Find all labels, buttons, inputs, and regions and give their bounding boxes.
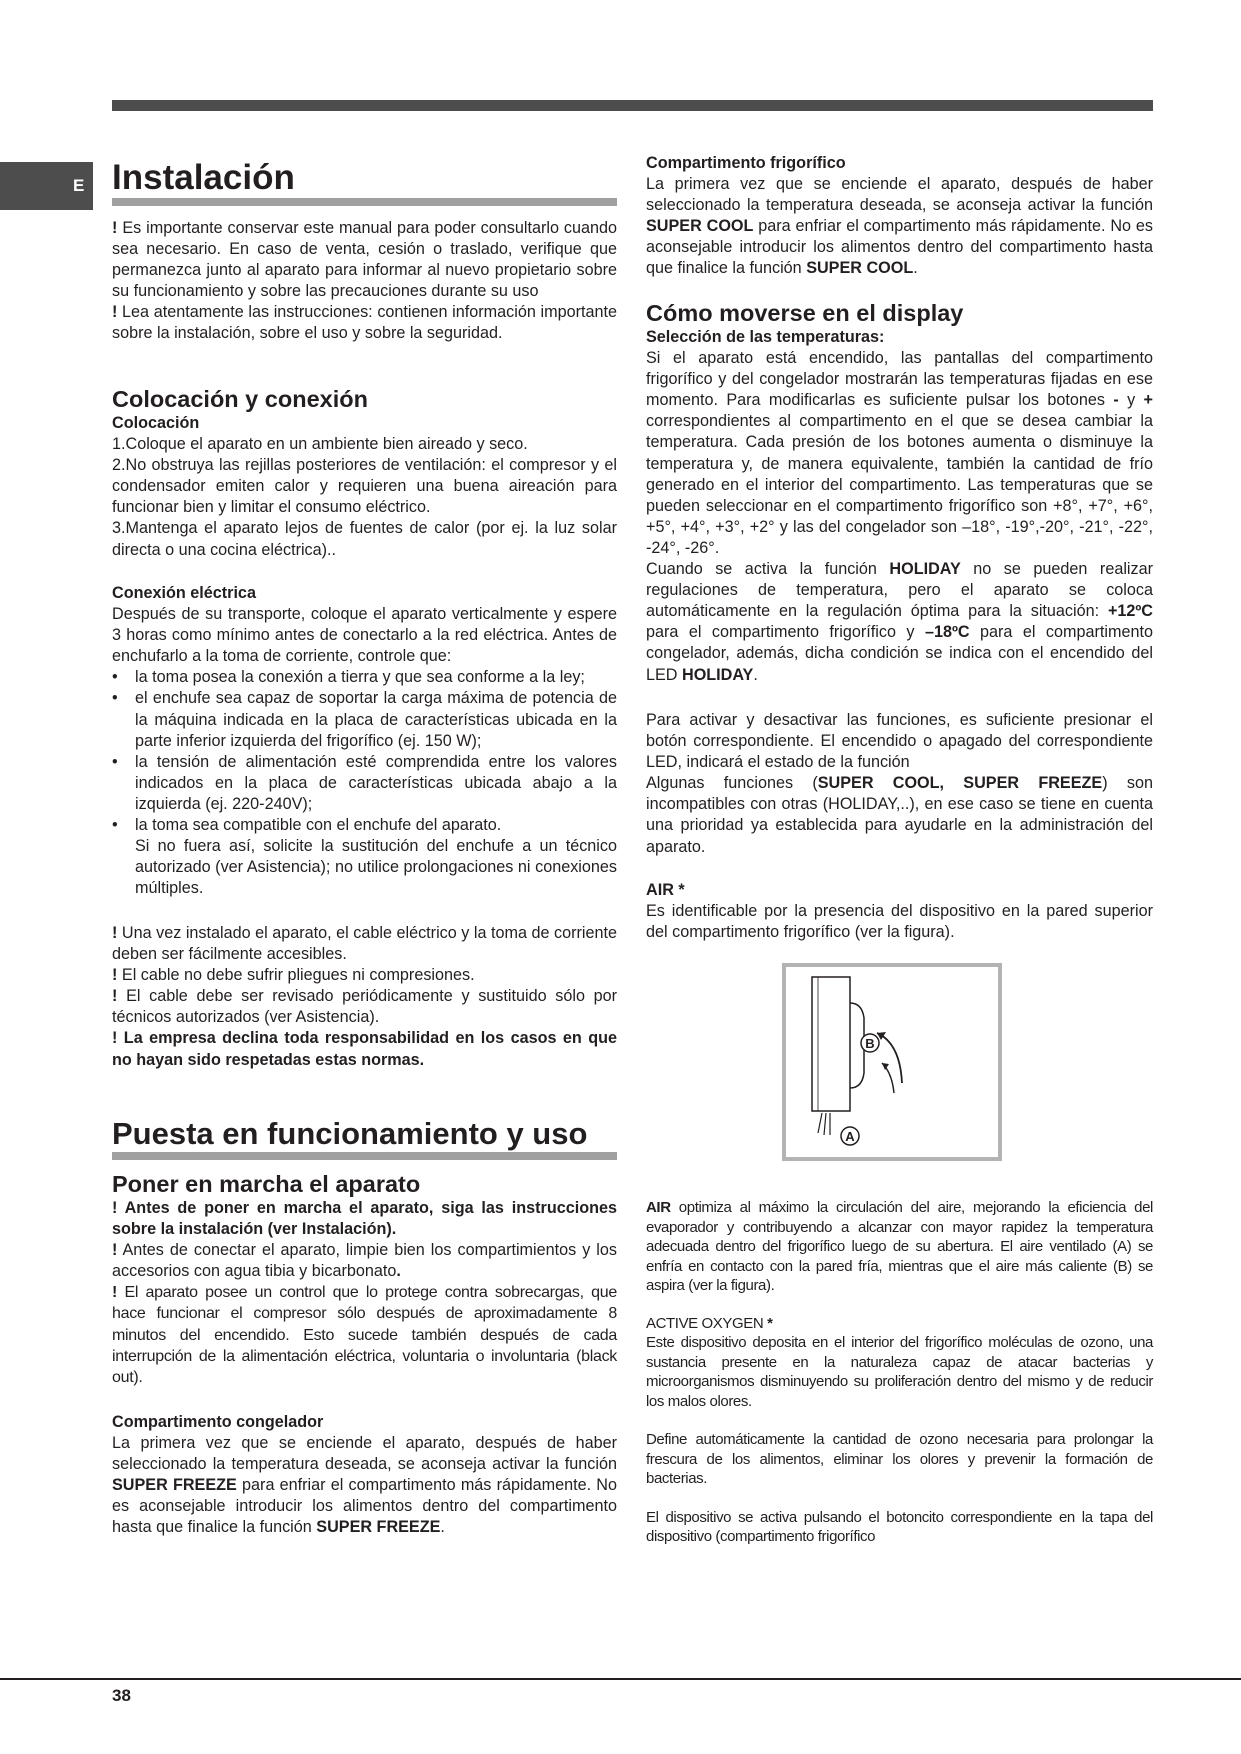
heading-display: Cómo moverse en el display [646,300,964,326]
heading-puesta-funcionamiento: Puesta en funcionamiento y uso [112,1116,617,1160]
heading-colocacion-conexion: Colocación y conexión [112,386,368,412]
list-item: • el enchufe sea capaz de soportar la carga máxima de potencia de la máquina indicada en la placa de características ubicada en la parte inferior izquierda del frigorífico (ej. 150 W); [112,688,617,751]
page-number: 38 [112,1686,131,1705]
frigorifico-paragraph: La primera vez que se enciende el aparato, después de haber seleccionado la temperatura deseada, se aconseja activar la función SUPER COOL para enfriar el compartimento más rápidamente. No es aconsejable introducir los alimentos dentro del compartimento hasta que finalice la función SUPER COOL. [646,175,1153,278]
subheading-frigorifico: Compartimento frigorífico [646,154,846,172]
funciones-paragraph-2: Algunas funciones (SUPER COOL, SUPER FREEZE) son incompatibles con otras (HOLIDAY,..), en ese caso se tiene en cuenta una prioridad ya establecida para ayudarle en la administración del aparato. [646,774,1153,856]
marcha-paragraph-1: ! Antes de conectar el aparato, limpie bien los compartimientos y los accesorios con agua tibia y bicarbonato. [112,1241,617,1281]
list-item: • la tensión de alimentación esté comprendida entre los valores indicados en la placa de características ubicada abajo a la izquierda (ej. 220-240V); [112,752,617,815]
list-item: • la toma posea la conexión a tierra y que sea conforme a la ley; [112,667,617,688]
air-diagram [782,963,1002,1161]
oxygen-paragraph-2: Define automáticamente la cantidad de ozono necesaria para prolongar la frescura de los alimentos, eliminar los olores y prevenir la formación de bacterias. [646,1431,1153,1487]
congelador-paragraph: La primera vez que se enciende el aparato, después de haber seleccionado la temperatura deseada, se aconseja activar la función SUPER FREEZE para enfriar el compartimento más rápidamente. No es aconsejable introducir los alimentos dentro del compartimento hasta que finalice la función SUPER FREEZE. [112,1434,617,1537]
warning-1: ! Una vez instalado el aparato, el cable eléctrico y la toma de corriente deben ser fácilmente accesibles. [112,924,617,964]
colocacion-step-1: 1.Coloque el aparato en un ambiente bien aireado y seco. [112,435,528,454]
active-oxygen-title: ACTIVE OXYGEN * [646,1314,773,1332]
oxygen-paragraph-1: Este dispositivo deposita en el interior del frigorífico moléculas de ozono, una sustancia presente en la naturaleza capaz de atacar bacterias y microorganismos disminuyendo su proliferación dentro del mismo y de reducir los malos olores. [646,1334,1153,1410]
air-paragraph: Es identificable por la presencia del dispositivo en la pared superior del compartimento frigorífico (ver la figura). [646,902,1153,942]
conexion-checklist [112,667,617,836]
conexion-note: Si no fuera así, solicite la sustitución del enchufe a un técnico autorizado (ver Asistencia); no utilice prolongaciones ni conexiones múltiples. [135,837,617,898]
colocacion-step-2: 2.No obstruya las rejillas posteriores de ventilación: el compresor y el condensador emiten calor y requieren una buena aireación para funcionar bien y limitar el consumo eléctrico. [112,456,617,517]
subheading-congelador: Compartimento congelador [112,1413,324,1431]
figure-label-b: B [865,1036,875,1051]
heading-poner-marcha: Poner en marcha el aparato [112,1171,421,1197]
language-tab [0,162,93,210]
holiday-paragraph: Cuando se activa la función HOLIDAY no se pueden realizar regulaciones de temperatura, pero el aparato se coloca automáticamente en la regulación óptima para la situación: +12ºC para el compartimento frigorífico y –18ºC para el compartimento congelador, además, dicha condición se indica con el encendido del LED HOLIDAY. [646,560,1153,684]
subheading-colocacion: Colocación [112,414,200,432]
top-rule [112,100,1153,111]
subheading-conexion-electrica: Conexión eléctrica [112,584,256,602]
oxygen-paragraph-3: El dispositivo se activa pulsando el botoncito correspondiente en la tapa del dispositivo (compartimento frigorífico [646,1508,1153,1545]
list-item: • la toma sea compatible con el enchufe del aparato. [112,815,617,836]
intro-paragraph-2: ! Lea atentamente las instrucciones: contienen información importante sobre la instalación, sobre el uso y sobre la seguridad. [112,303,617,343]
warning-3: ! El cable debe ser revisado periódicamente y sustituido sólo por técnicos autorizados (ver Asistencia). [112,987,617,1027]
funciones-paragraph-1: Para activar y desactivar las funciones, es suficiente presionar el botón correspondiente. El encendido o apagado del correspondiente LED, indicará el estado de la función [646,711,1153,772]
temperaturas-paragraph: Si el aparato está encendido, las pantallas del compartimento frigorífico y del congelador mostrarán las temperaturas fijadas en ese momento. Para modificarlas es suficiente pulsar los botones - y + correspondientes al compartimento en el que se desea cambiar la temperatura. Cada presión de los botones aumenta o disminuye la temperatura y, de manera equivalente, también la cantidad de frío generado en el interior del compartimento. Las temperaturas que se pueden seleccionar en el compartimento frigorífico son +8°, +7°, +6°, +5°, +4°, +3°, +2° y las del congelador son –18°, -19°,-20°, -21°, -22°, -24°, -26°. [646,349,1153,557]
heading-instalacion: Instalación [112,158,617,206]
footer-rule [0,1678,1241,1680]
language-tab-label: E [73,176,85,195]
subheading-air: AIR * [646,881,685,899]
intro-paragraph-1: ! Es importante conservar este manual para poder consultarlo cuando sea necesario. En caso de venta, cesión o traslado, verifique que permanezca junto al aparato para informar al nuevo propietario sobre su funcionamiento y sobre las precauciones durante su uso [112,219,617,301]
air-description: AIR optimiza al máximo la circulación del aire, mejorando la eficiencia del evaporador y contribuyendo a alcanzar con mayor rapidez la temperatura adecuada dentro del frigorífico luego de su abertura. El aire ventilado (A) se enfría en contacto con la pared fría, mientras que el aire más caliente (B) se aspira (ver la figura). [646,1199,1153,1294]
marcha-warning: ! Antes de poner en marcha el aparato, siga las instrucciones sobre la instalación (ver Instalación). [112,1199,617,1239]
subheading-temperaturas: Selección de las temperaturas: [646,328,885,346]
warning-2: ! El cable no debe sufrir pliegues ni compresiones. [112,966,475,985]
air-device-figure [782,963,1002,1161]
figure-label-a: A [845,1129,855,1144]
warning-4: ! La empresa declina toda responsabilidad en los casos en que no hayan sido respetadas estas normas. [112,1029,617,1069]
conexion-paragraph: Después de su transporte, coloque el aparato verticalmente y espere 3 horas como mínimo antes de conectarlo a la red eléctrica. Antes de enchufarlo a la toma de corriente, controle que: [112,605,617,666]
marcha-paragraph-2: ! El aparato posee un control que lo protege contra sobrecargas, que hace funcionar el compresor sólo después de aproximadamente 8 minutos del encendido. Esto sucede también después de cada interrupción de la alimentación eléctrica, voluntaria o involuntaria (black out). [112,1284,617,1386]
colocacion-step-3: 3.Mantenga el aparato lejos de fuentes de calor (por ej. la luz solar directa o una cocina eléctrica).. [112,519,617,559]
